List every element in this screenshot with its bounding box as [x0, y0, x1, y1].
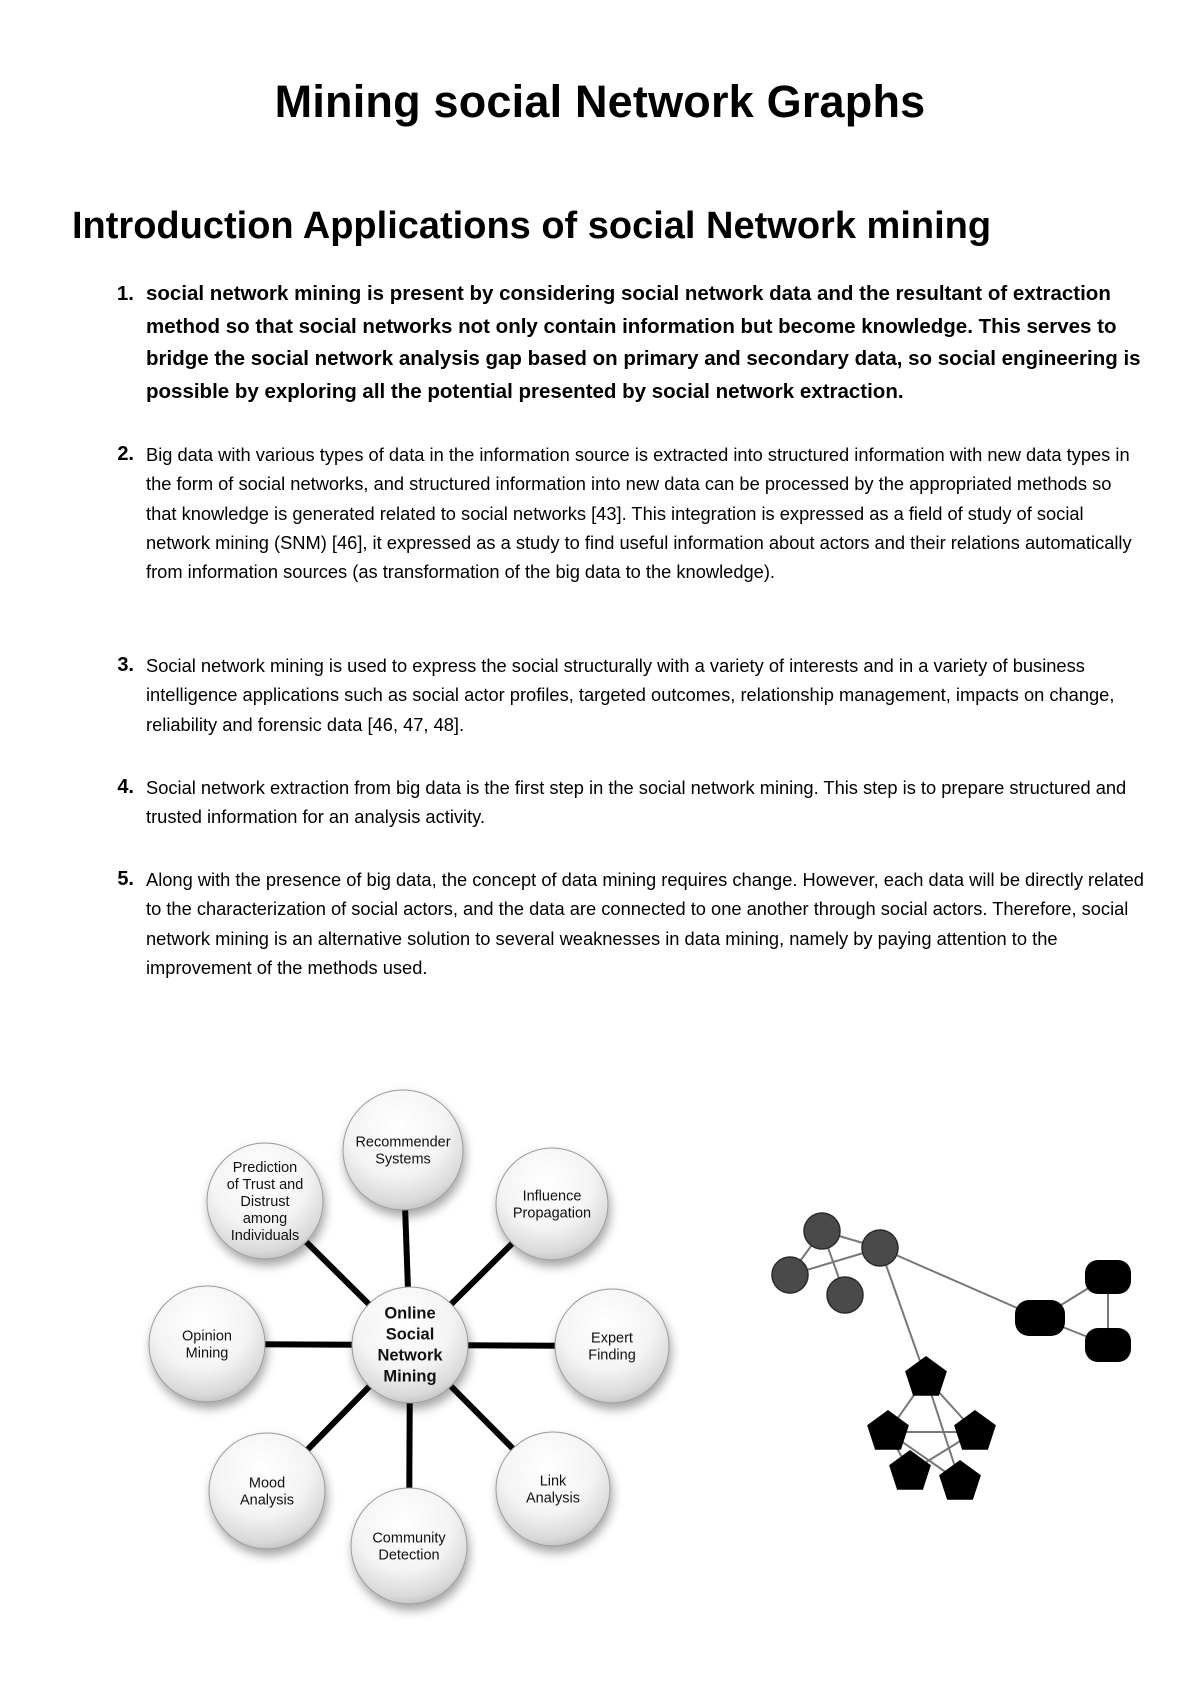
- bubble-prediction-label: among: [242, 1211, 288, 1227]
- bubble-link: [496, 1432, 610, 1546]
- bubble-prediction-label: Distrust: [240, 1194, 290, 1210]
- bubble-influence: [496, 1148, 608, 1260]
- bubble-mood: [209, 1433, 325, 1549]
- bubble-link-label: Analysis: [526, 1490, 580, 1507]
- hub-diagram: [140, 1080, 680, 1625]
- bubble-recommender-label: Systems: [375, 1151, 431, 1168]
- list-item-5: [104, 865, 1144, 982]
- bubble-community: [351, 1488, 467, 1604]
- section-heading: Introduction Applications of social Network mining: [72, 205, 992, 247]
- hub-bubbles: [149, 1090, 669, 1604]
- network-node-circle: [862, 1230, 898, 1266]
- bubble-center-label: Network: [377, 1346, 443, 1365]
- bubble-link-label: Link: [539, 1473, 567, 1490]
- list-item-3: [104, 651, 1144, 739]
- network-node-rounded: [1085, 1328, 1131, 1362]
- network-node-circle: [772, 1257, 808, 1293]
- page-title: Mining social Network Graphs: [274, 76, 926, 127]
- bubble-expert: [555, 1289, 669, 1403]
- network-node-pentagon: [905, 1356, 947, 1396]
- network-node-rounded: [1085, 1260, 1131, 1294]
- network-node-pentagon: [889, 1450, 931, 1490]
- network-rounded-nodes: [1015, 1260, 1131, 1362]
- bubble-prediction-label: Prediction: [232, 1160, 298, 1176]
- network-node-pentagon: [867, 1410, 909, 1450]
- bubble-influence-label: Influence: [522, 1188, 582, 1205]
- bubble-community-label: Detection: [378, 1547, 440, 1564]
- network-node-circle: [804, 1213, 840, 1249]
- bubble-center-label: Online: [384, 1304, 436, 1323]
- list-item-number: 3.: [117, 654, 134, 676]
- bubble-mood-label: Analysis: [240, 1492, 294, 1509]
- network-edges: [790, 1231, 1108, 1482]
- list-item-text: Along with the presence of big data, the concept of data mining requires change. However, each data will be directly related to the characterization of social actors, and the data are connected to one another through social actors. Therefore, social network mining is an alternative solution to several weaknesses in data mining, namely by paying attention to the improvement of the methods used.: [146, 869, 1144, 978]
- bubble-prediction: [207, 1143, 323, 1259]
- list-item-1: [104, 278, 1144, 408]
- network-node-circle: [827, 1277, 863, 1313]
- bubble-influence-label: Propagation: [512, 1205, 592, 1222]
- bubble-recommender-label: Recommender: [355, 1134, 451, 1151]
- bubble-opinion-label: Opinion: [182, 1328, 232, 1345]
- list-item-number: 4.: [117, 776, 134, 798]
- list-item-text: Big data with various types of data in the information source is extracted into structured information with new data types in the form of social networks, and structured information into new data can be processed by the appropriated methods so that knowledge is generated related to social networks [43]. This integration is expressed as a field of study of social network mining (SNM) [46], it expressed as a study to find useful information about actors and their relations automatically from information sources (as transformation of the big data to the knowledge).: [146, 444, 1132, 583]
- bubble-opinion: [149, 1286, 265, 1402]
- list-item-number: 2.: [117, 443, 134, 465]
- list-item-text: Social network mining is used to express the social structurally with a variety of interests and in a variety of business intelligence applications such as social actor profiles, targeted outcomes, relationship management, impacts on change, reliability and forensic data [46, 47, 48].: [146, 655, 1115, 735]
- list-item-number: 1.: [116, 282, 134, 305]
- bubble-expert-label: Expert: [591, 1330, 633, 1347]
- list-item-2: [104, 440, 1144, 586]
- bubble-center-label: Mining: [383, 1367, 437, 1386]
- bubble-opinion-label: Mining: [185, 1345, 229, 1362]
- list-item-text: Social network extraction from big data is the first step in the social network mining. This step is to prepare structured and trusted information for an analysis activity.: [146, 777, 1127, 828]
- bubble-prediction-label: of Trust and: [226, 1177, 304, 1193]
- network-graph-illustration: [760, 1180, 1150, 1520]
- bubble-community-label: Community: [372, 1530, 446, 1547]
- network-circle-nodes: [772, 1213, 898, 1313]
- bubble-center: [352, 1287, 468, 1403]
- network-node-rounded: [1015, 1300, 1065, 1336]
- list-item-4: [104, 773, 1144, 832]
- list-item-number: 5.: [117, 868, 134, 890]
- bubble-center-label: Social: [385, 1325, 435, 1344]
- bubble-mood-label: Mood: [248, 1475, 286, 1492]
- bubble-prediction-label: Individuals: [230, 1228, 300, 1244]
- list-item-text: social network mining is present by considering social network data and the resultant of extraction method so that social networks not only contain information but become knowledge. This serves to bridge the social network analysis gap based on primary and secondary data, so social engineering is possible by exploring all the potential presented by social network extraction.: [146, 282, 1141, 403]
- bubble-expert-label: Finding: [588, 1347, 636, 1364]
- network-node-pentagon: [939, 1460, 981, 1500]
- bubble-recommender: [343, 1090, 463, 1210]
- network-pentagon-nodes: [867, 1356, 996, 1500]
